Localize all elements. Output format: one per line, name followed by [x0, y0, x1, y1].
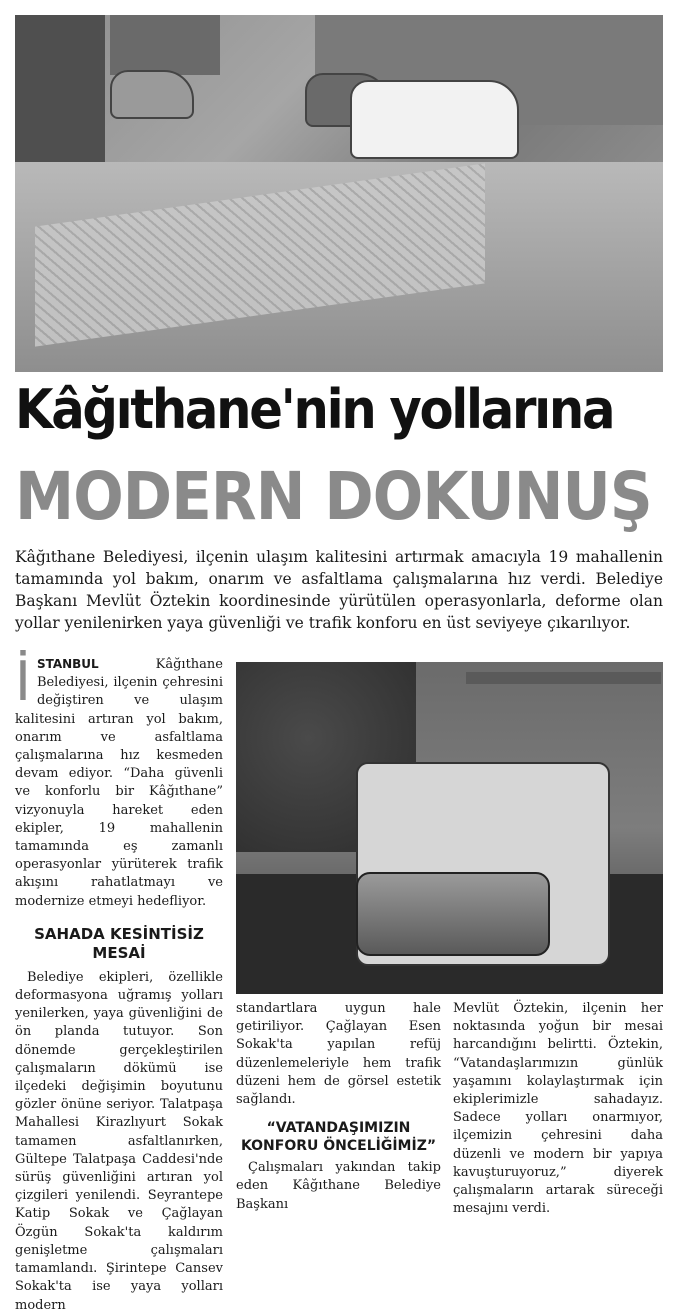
col3-paragraph-1: Mevlüt Öztekin, ilçenin her noktasında yoğun bir mesai harcandığını belirtti. Öztekin, “Vatandaşlarımızın günlük yaşamını kolaylaştırmak için ekiplerimizle sahadayız. Sadece yolları onarmıyor, ilçemizin çehresini daha düzenli ve modern bir yapıya kavuşturuyoruz,” diyerek çalışmaların artarak süreceği mesajını verdi. [453, 1001, 663, 1217]
col2-paragraph-2: Çalışmaları yakından takip eden Kâğıthane Belediye Başkanı [236, 1160, 441, 1212]
dateline: STANBUL [36, 657, 99, 671]
column-2 [236, 1000, 441, 1214]
dropcap: İ [15, 650, 31, 713]
lead-paragraph: Kâğıthane Belediyesi, ilçenin ulaşım kalitesini artırmak amacıyla 19 mahallenin tamamında yol bakım, onarım ve asfaltlama çalışmalarına hız verdi. Belediye Başkanı Mevlüt Öztekin koordinesinde yürütülen operasyonlarla, deforme olan yollar yenilenirken yaya güvenliği ve trafik konforu en üst seviyeye çıkarılıyor. [15, 548, 663, 632]
column-1 [15, 650, 223, 1315]
col1-paragraph-1: Kâğıthane Belediyesi, ilçenin çehresini değiştiren ve ulaşım kalitesini artıran yol bakım, onarım ve asfaltlama çalışmalarına hız kesmeden devam ediyor. “Daha güvenli ve konforlu bir Kâğıthane” vizyonuyla hareket eden ekipler, 19 mahallenin tamamında eş zamanlı operasyonlar yürüterek trafik akışını rahatlatmayı ve modernize etmeyi hedefliyor. [15, 657, 223, 909]
section-title: SAHADA KESİNTİSİZ MESAİ [34, 924, 204, 962]
column-3 [453, 1000, 663, 1218]
road-roller-photo [236, 662, 663, 994]
col2-paragraph-1: standartlara uygun hale getiriliyor. Çağlayan Esen Sokak'ta yapılan refüj düzenlemeleriyle hem trafik düzeni hem de görsel estetik sağlandı. [236, 1001, 441, 1108]
quote-title: “VATANDAŞIMIZIN KONFORU ÖNCELİĞİMİZ” [240, 1120, 437, 1155]
road-paving-photo [15, 15, 663, 372]
headline: Kâğıthane'nin yollarına [15, 378, 614, 441]
col1-paragraph-2: Belediye ekipleri, özellikle deformasyona uğramış yolları yenilerken, yaya güvenliğini de ön planda tutuyor. Son dönemde gerçekleştirilen çalışmaların dökümü ise ilçedeki değişimin boyutunu gözler önüne seriyor. Talatpaşa Mahallesi Kirazlıyurt Sokak tamamen asfaltlanırken, Gültepe Talatpaşa Caddesi'nde sürüş güvenliğini artıran yol çizgileri yenilendi. Seyrantepe Katip Sokak ve Çağlayan Özgün Sokak'ta kaldırım genişletme çalışmaları tamamlandı. Şirintepe Cansev Sokak'ta ise yaya yolları modern [15, 969, 223, 1313]
subhead: MODERN DOKUNUŞ [15, 458, 652, 535]
